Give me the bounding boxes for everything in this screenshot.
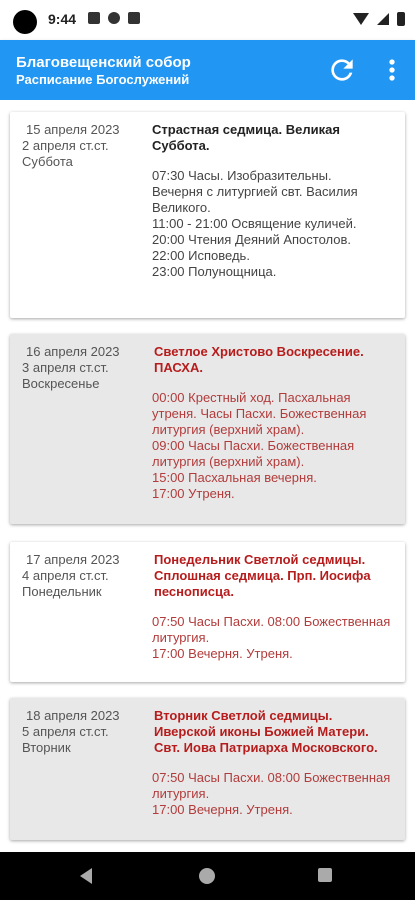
camera-cutout bbox=[13, 10, 37, 34]
service-line: 09:00 Часы Пасхи. Божественная литургия (верхний храм). bbox=[152, 438, 355, 469]
service-line: 17:00 Вечерня. Утреня. bbox=[152, 802, 293, 817]
old-style-date: 5 апреля ст.ст. bbox=[22, 724, 109, 739]
service-list bbox=[152, 168, 397, 280]
gregorian-date: 15 апреля 2023 bbox=[26, 122, 120, 137]
old-style-date: 2 апреля ст.ст. bbox=[22, 138, 109, 153]
feast-title: Страстная седмица. Великая Суббота. bbox=[152, 122, 340, 153]
schedule-card[interactable] bbox=[10, 112, 405, 318]
service-line: 15:00 Пасхальная вечерня. bbox=[152, 470, 317, 485]
service-line: Вечерня с литургией свт. Василия Великого. bbox=[152, 184, 358, 215]
status-bar bbox=[0, 0, 415, 40]
gregorian-date: 18 апреля 2023 bbox=[26, 708, 120, 723]
service-list bbox=[152, 390, 397, 502]
service-info bbox=[152, 122, 397, 280]
notification-icon bbox=[108, 12, 120, 24]
recent-apps-icon[interactable] bbox=[318, 868, 332, 882]
old-style-date: 4 апреля ст.ст. bbox=[22, 568, 109, 583]
weekday: Воскресенье bbox=[22, 376, 100, 391]
more-vert-icon bbox=[376, 54, 408, 86]
service-list bbox=[152, 770, 397, 818]
service-line: 07:50 Часы Пасхи. 08:00 Божественная литургия. bbox=[152, 770, 391, 801]
battery-icon bbox=[397, 12, 405, 26]
gregorian-date: 16 апреля 2023 bbox=[26, 344, 120, 359]
back-icon[interactable] bbox=[80, 868, 92, 884]
status-time: 9:44 bbox=[48, 11, 77, 27]
service-line: 07:50 Часы Пасхи. 08:00 Божественная литургия. bbox=[152, 614, 391, 645]
overflow-menu-button[interactable] bbox=[376, 54, 408, 86]
date-column bbox=[22, 708, 140, 756]
service-line: 17:00 Утреня. bbox=[152, 486, 235, 501]
service-line: 17:00 Вечерня. Утреня. bbox=[152, 646, 293, 661]
weekday: Вторник bbox=[22, 740, 71, 755]
service-line: 00:00 Крестный ход. Пасхальная утреня. Часы Пасхи. Божественная литургия (верхний храм). bbox=[152, 390, 367, 437]
sd-card-icon bbox=[128, 12, 140, 24]
service-line: 22:00 Исповедь. bbox=[152, 248, 250, 263]
system-nav-bar bbox=[0, 852, 415, 900]
feast-title: Понедельник Светлой седмицы. Сплошная седмица. Прп. Иосифа песнописца. bbox=[154, 552, 371, 599]
service-line: 23:00 Полунощница. bbox=[152, 264, 277, 279]
app-title: Благовещенский собор bbox=[16, 54, 191, 71]
system-icons bbox=[353, 12, 405, 26]
refresh-icon bbox=[326, 54, 358, 86]
notification-icon bbox=[88, 12, 100, 24]
app-bar bbox=[0, 40, 415, 100]
date-column bbox=[22, 344, 140, 392]
weekday: Понедельник bbox=[22, 584, 102, 599]
schedule-card[interactable] bbox=[10, 698, 405, 840]
app-subtitle: Расписание Богослужений bbox=[16, 72, 190, 87]
service-line: 07:30 Часы. Изобразительны. bbox=[152, 168, 332, 183]
date-column bbox=[22, 552, 140, 600]
schedule-card[interactable] bbox=[10, 542, 405, 682]
refresh-button[interactable] bbox=[326, 54, 358, 86]
service-info bbox=[152, 708, 397, 818]
feast-title: Светлое Христово Воскресение. ПАСХА. bbox=[154, 344, 364, 375]
schedule-list[interactable] bbox=[0, 100, 415, 852]
service-info bbox=[152, 344, 397, 502]
weekday: Суббота bbox=[22, 154, 73, 169]
feast-title: Вторник Светлой седмицы. Иверской иконы Божией Матери. Свт. Иова Патриарха Московского. bbox=[154, 708, 378, 755]
home-icon[interactable] bbox=[199, 868, 215, 884]
wifi-icon bbox=[353, 13, 369, 25]
service-info bbox=[152, 552, 397, 662]
service-line: 11:00 - 21:00 Освящение куличей. bbox=[152, 216, 357, 231]
service-line: 20:00 Чтения Деяний Апостолов. bbox=[152, 232, 351, 247]
service-list bbox=[152, 614, 397, 662]
gregorian-date: 17 апреля 2023 bbox=[26, 552, 120, 567]
old-style-date: 3 апреля ст.ст. bbox=[22, 360, 109, 375]
signal-icon bbox=[377, 13, 389, 25]
date-column bbox=[22, 122, 140, 170]
notification-icons bbox=[88, 12, 140, 24]
schedule-card[interactable] bbox=[10, 334, 405, 524]
